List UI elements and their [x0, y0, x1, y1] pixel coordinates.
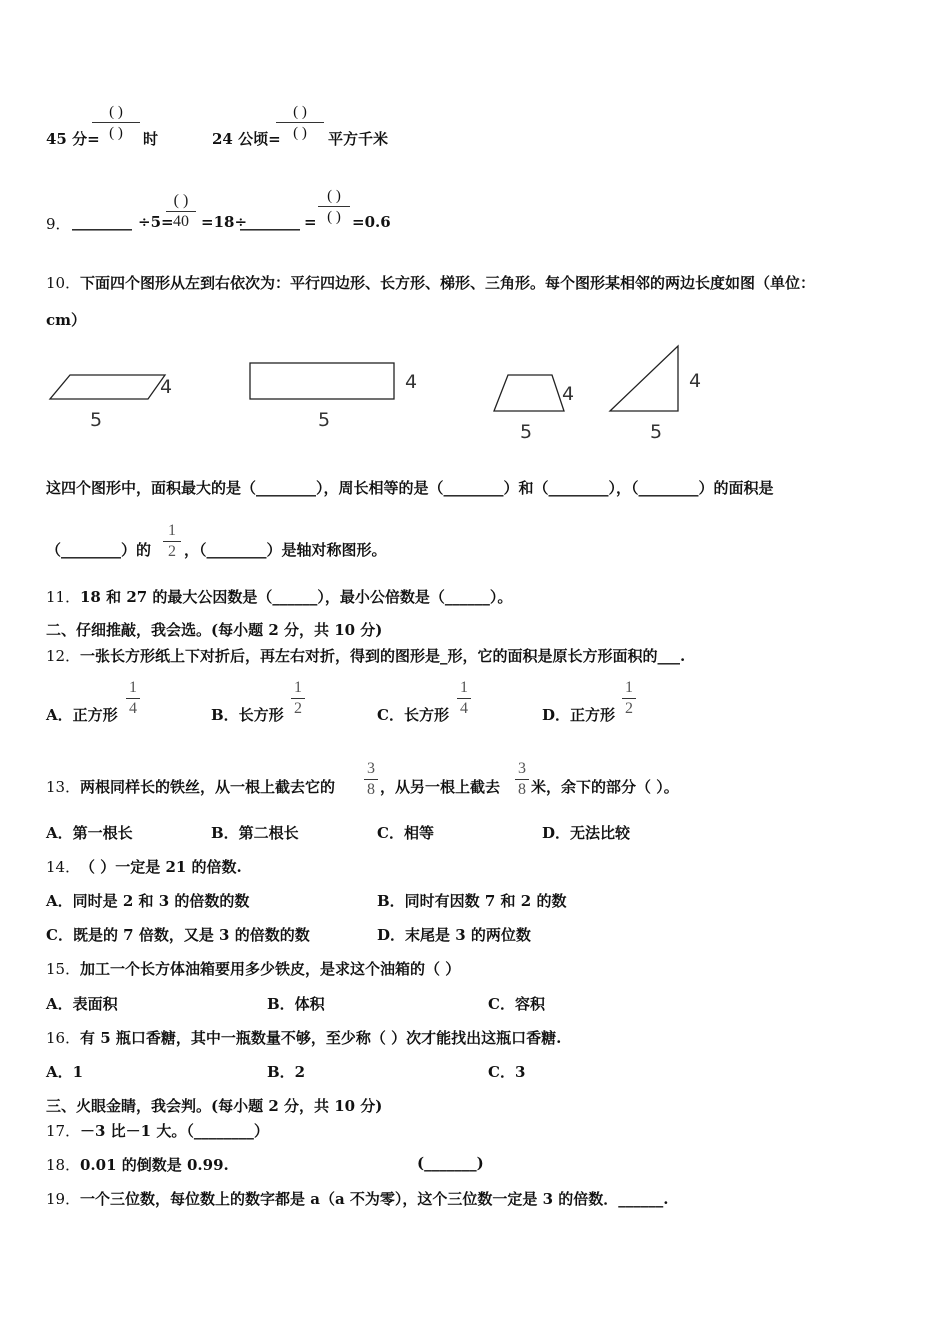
q9-blank1[interactable]: ________ [72, 213, 132, 231]
q9-mid2: =18÷ [201, 213, 248, 231]
q9-fraction1 [166, 192, 196, 231]
q10-text-line1: 下面四个图形从左到右依次为：平行四边形、长方形、梯形、三角形。每个图形某相邻的两边长度如图（单位： [80, 274, 816, 292]
q8-part2-prefix: 24 公顷= [212, 130, 281, 148]
section-2-title: 二、仔细推敲，我会选。(每小题 2 分，共 10 分) [46, 621, 383, 639]
q10-answer-line1: 这四个图形中，面积最大的是（________），周长相等的是（________）和（________），（________）的面积是 [46, 479, 774, 497]
q10-frac-den: 2 [168, 543, 176, 560]
q15-option-b[interactable]: B．体积 [267, 995, 325, 1013]
q13-option-b[interactable]: B．第二根长 [211, 824, 299, 842]
q8-part2-suffix: 平方千米 [328, 130, 389, 148]
q10-figures [40, 335, 720, 445]
q13-fraction2 [515, 760, 529, 799]
q9-frac2-num[interactable]: ( ) [327, 188, 341, 204]
parallelogram-side-label: 4 [160, 376, 173, 398]
q10-answer-line2-a: （________）的 [46, 541, 152, 559]
q13-frac1-den: 8 [367, 781, 375, 798]
q12-option-b-num: 1 [294, 679, 302, 696]
q8-part1-fraction [92, 103, 140, 142]
q16-option-b[interactable]: B．2 [267, 1063, 306, 1081]
q13-frac1-num: 3 [367, 760, 375, 777]
q8-part1-num[interactable]: ( ) [109, 104, 123, 120]
q13-option-d[interactable]: D．无法比较 [542, 824, 631, 842]
q12-option-b-fraction [291, 679, 305, 718]
trapezoid-shape [494, 375, 564, 411]
q12-option-c-den: 4 [460, 700, 468, 717]
q9-mid3: = [304, 213, 317, 231]
q15-option-c[interactable]: C．容积 [488, 995, 545, 1013]
q14-option-d[interactable]: D．末尾是 3 的两位数 [377, 926, 531, 944]
q9-fraction2 [318, 187, 350, 226]
q14-option-c[interactable]: C．既是的 7 倍数，又是 3 的倍数的数 [46, 926, 310, 944]
q12-option-c-num: 1 [460, 679, 468, 696]
q8-part1-den[interactable]: ( ) [109, 125, 123, 141]
q14-option-a[interactable]: A．同时是 2 和 3 的倍数的数 [46, 892, 250, 910]
q13-text-c: 米，余下的部分（ ）。 [531, 778, 679, 796]
rectangle-shape [250, 363, 394, 399]
q12-option-a-fraction [126, 679, 140, 718]
q17-text: －3 比－1 大。（________） [80, 1122, 269, 1140]
q9-end: =0.6 [352, 213, 391, 231]
q15-option-a[interactable]: A．表面积 [46, 995, 118, 1013]
parallelogram-shape [50, 375, 165, 399]
q8-part1-suffix: 时 [143, 130, 159, 148]
q12-text: 一张长方形纸上下对折后，再左右对折，得到的图形是_形，它的面积是原长方形面积的___. [80, 647, 686, 665]
q8-part1-prefix: 45 分= [46, 130, 100, 148]
q18-text: 0.01 的倒数是 0.99. [80, 1156, 229, 1174]
q14-option-b[interactable]: B．同时有因数 7 和 2 的数 [377, 892, 567, 910]
q13-fraction1 [364, 760, 378, 799]
q14-text: （ ）一定是 21 的倍数. [80, 858, 242, 876]
trapezoid-side-label: 4 [562, 383, 575, 405]
q10-number: 10． [46, 274, 81, 292]
q12-option-d-fraction [622, 679, 636, 718]
q19-text: 一个三位数，每位数上的数字都是 a（a 不为零），这个三位数一定是 3 的倍数．______. [80, 1190, 669, 1208]
q12-option-c-label[interactable]: C．长方形 [377, 706, 449, 724]
q12-option-d-label[interactable]: D．正方形 [542, 706, 616, 724]
q8-part2-fraction [276, 103, 324, 142]
trapezoid-figure [494, 375, 574, 443]
q13-option-a[interactable]: A．第一根长 [46, 824, 133, 842]
parallelogram-base-label: 5 [90, 409, 103, 431]
q17-number: 17． [46, 1122, 81, 1140]
q13-text-a: 两根同样长的铁丝，从一根上截去它的 [80, 778, 336, 796]
q16-number: 16． [46, 1029, 81, 1047]
q10-frac-num: 1 [168, 522, 176, 539]
q13-text-b: ，从另一根上截去 [380, 778, 501, 796]
q11-text: 18 和 27 的最大公因数是（______），最小公倍数是（______）。 [80, 588, 513, 606]
q10-text-line2: cm） [46, 311, 87, 329]
q9-frac2-den[interactable]: ( ) [327, 209, 341, 225]
q9-frac1-num[interactable]: ( ) [173, 192, 189, 209]
q12-option-d-den: 2 [625, 700, 633, 717]
q12-option-a-label[interactable]: A．正方形 [46, 706, 118, 724]
q9-number: 9． [46, 215, 71, 233]
parallelogram-figure [50, 375, 172, 431]
trapezoid-base-label: 5 [520, 421, 533, 443]
rectangle-base-label: 5 [318, 409, 331, 431]
q10-fraction [163, 522, 181, 561]
q8-part2-num[interactable]: ( ) [293, 104, 307, 120]
triangle-figure [610, 346, 701, 443]
q10-answer-line2-b: ，（________）是轴对称图形。 [184, 541, 387, 559]
section-3-title: 三、火眼金睛，我会判。(每小题 2 分，共 10 分) [46, 1097, 383, 1115]
q13-frac2-num: 3 [518, 760, 526, 777]
q12-option-d-num: 1 [625, 679, 633, 696]
q14-number: 14． [46, 858, 81, 876]
q13-number: 13． [46, 778, 81, 796]
q9-blank2[interactable]: ________ [240, 213, 300, 231]
q13-option-c[interactable]: C．相等 [377, 824, 434, 842]
q9-frac1-den: 40 [173, 213, 189, 230]
q15-text: 加工一个长方体油箱要用多少铁皮，是求这个油箱的（ ） [80, 960, 461, 978]
q16-option-a[interactable]: A．1 [46, 1063, 84, 1081]
q13-frac2-den: 8 [518, 781, 526, 798]
q12-number: 12． [46, 647, 81, 665]
q12-option-a-num: 1 [129, 679, 137, 696]
triangle-side-label: 4 [689, 370, 702, 392]
q16-text: 有 5 瓶口香糖，其中一瓶数量不够，至少称（ ）次才能找出这瓶口香糖. [80, 1029, 562, 1047]
q16-option-c[interactable]: C．3 [488, 1063, 526, 1081]
q18-blank[interactable]: (_______) [417, 1154, 484, 1172]
q12-option-b-label[interactable]: B．长方形 [211, 706, 284, 724]
q12-option-c-fraction [457, 679, 471, 718]
q8-part2-den[interactable]: ( ) [293, 125, 307, 141]
rectangle-side-label: 4 [405, 371, 418, 393]
q9-mid1: ÷5= [138, 213, 174, 231]
q11-number: 11． [46, 588, 81, 606]
q12-option-b-den: 2 [294, 700, 302, 717]
triangle-base-label: 5 [650, 421, 663, 443]
q12-option-a-den: 4 [129, 700, 137, 717]
q18-number: 18． [46, 1156, 81, 1174]
q19-number: 19． [46, 1190, 81, 1208]
rectangle-figure [250, 363, 417, 431]
triangle-shape [610, 346, 678, 411]
q15-number: 15． [46, 960, 81, 978]
